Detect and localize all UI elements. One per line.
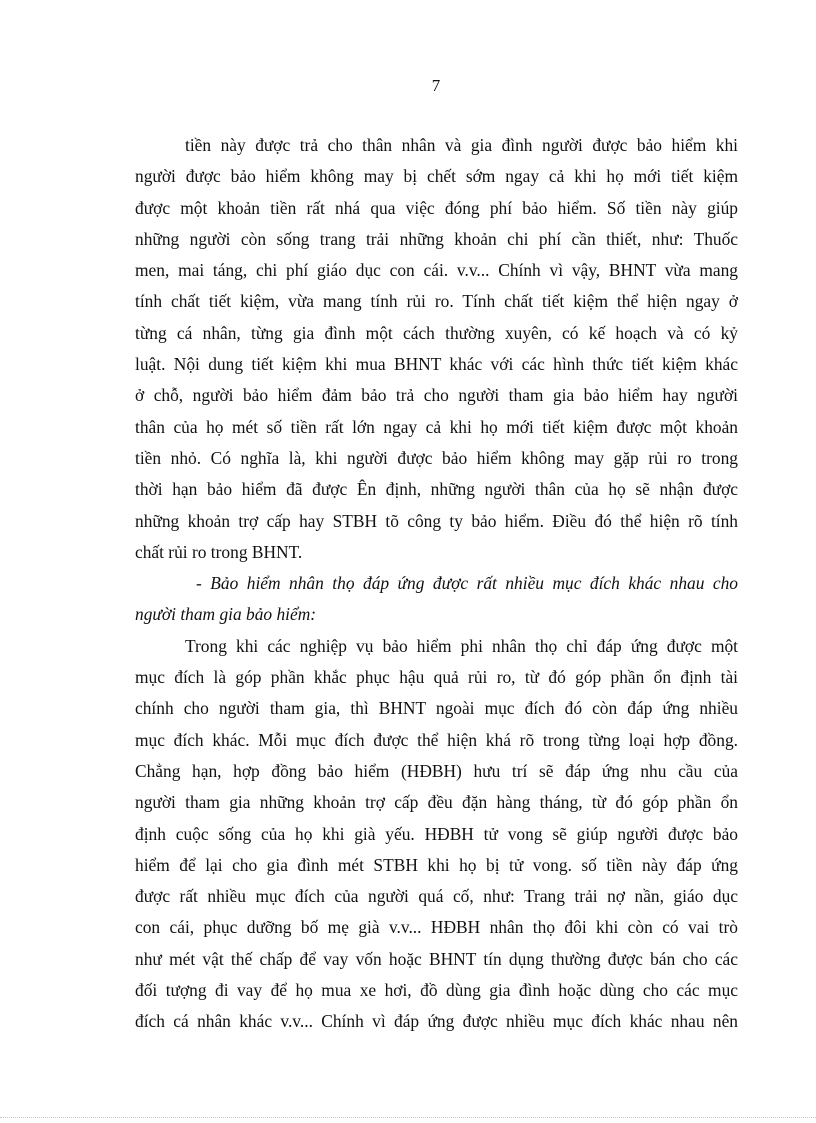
paragraph-line: thời hạn bảo hiểm đã được Ên định, những người thân của họ sẽ nhận được	[135, 479, 738, 500]
section-heading	[135, 568, 738, 631]
paragraph-line: hiểm để lại cho gia đình mét STBH khi họ bị tử vong. số tiền này đáp ứng	[135, 854, 738, 875]
paragraph-line: người tham gia những khoản trợ cấp đều đặn hàng tháng, từ đó góp phần ổn	[135, 792, 738, 813]
paragraph-line: như mét vật thế chấp để vay vốn hoặc BHNT tín dụng thường được bán cho các	[135, 948, 738, 969]
paragraph-line: thân của họ mét số tiền rất lớn ngay cả khi họ mới tiết kiệm được một khoản	[135, 416, 738, 437]
paragraph-line: tiền nhỏ. Có nghĩa là, khi người được bảo hiểm không may gặp rủi ro trong	[135, 447, 738, 468]
paragraph-line: những người còn sống trang trải những khoản chi phí cần thiết, như: Thuốc	[135, 228, 738, 249]
paragraph-line: Trong khi các nghiệp vụ bảo hiểm phi nhân thọ chỉ đáp ứng được một	[185, 635, 738, 656]
paragraph-2	[135, 631, 738, 1038]
paragraph-line: ở chỗ, người bảo hiểm đảm bảo trả cho người tham gia bảo hiểm hay người	[135, 385, 738, 406]
paragraph-line: tính chất tiết kiệm, vừa mang tính rủi ro. Tính chất tiết kiệm thể hiện ngay ở	[135, 291, 738, 312]
page-bottom-border	[0, 1117, 816, 1118]
paragraph-line: Chẳng hạn, hợp đồng bảo hiểm (HĐBH) hưu trí sẽ đáp ứng nhu cầu của	[135, 760, 738, 781]
paragraph-line: tiền này được trả cho thân nhân và gia đình người được bảo hiểm khi	[185, 135, 738, 155]
page-number: 7	[431, 76, 441, 95]
body-text	[135, 130, 738, 1038]
paragraph-line: mục đích khác. Mỗi mục đích được thể hiện khá rõ trong từng loại hợp đồng.	[135, 729, 738, 750]
paragraph-line: chính cho người tham gia, thì BHNT ngoài mục đích đó còn đáp ứng nhiều	[135, 698, 738, 719]
paragraph-line: chất rủi ro trong BHNT.	[135, 541, 303, 562]
heading-line: người tham gia bảo hiểm:	[135, 604, 317, 625]
paragraph-line: người được bảo hiểm không may bị chết sớm ngay cả khi họ mới tiết kiệm	[135, 166, 738, 187]
paragraph-line: định cuộc sống của họ khi già yếu. HĐBH tử vong sẽ giúp người được bảo	[135, 823, 738, 844]
paragraph-line: men, mai táng, chi phí giáo dục con cái. v.v... Chính vì vậy, BHNT vừa mang	[135, 260, 738, 281]
paragraph-line: đích cá nhân khác v.v... Chính vì đáp ứng được nhiều mục đích khác nhau nên	[135, 1011, 738, 1032]
paragraph-line: được rất nhiều mục đích của người quá cố, như: Trang trải nợ nần, giáo dục	[135, 886, 738, 907]
paragraph-line: những khoản trợ cấp hay STBH tõ công ty bảo hiểm. Điều đó thể hiện rõ tính	[135, 510, 738, 531]
paragraph-line: con cái, phục dưỡng bố mẹ già v.v... HĐBH nhân thọ đôi khi còn có vai trò	[135, 917, 738, 938]
paragraph-line: đối tượng đi vay để họ mua xe hơi, đồ dùng gia đình hoặc dùng cho các mục	[135, 980, 738, 1001]
paragraph-line: luật. Nội dung tiết kiệm khi mua BHNT khác với các hình thức tiết kiệm khác	[135, 354, 738, 375]
paragraph-line: được một khoản tiền rất nhá qua việc đóng phí bảo hiểm. Số tiền này giúp	[135, 197, 738, 218]
paragraph-line: từng cá nhân, từng gia đình một cách thường xuyên, có kế hoạch và có kỷ	[135, 322, 738, 343]
heading-line: - Bảo hiểm nhân thọ đáp ứng được rất nhiều mục đích khác nhau cho	[196, 573, 738, 594]
paragraph-line: mục đích là góp phần khắc phục hậu quả rủi ro, từ đó góp phần ổn định tài	[135, 667, 738, 688]
paragraph-1	[135, 130, 738, 568]
